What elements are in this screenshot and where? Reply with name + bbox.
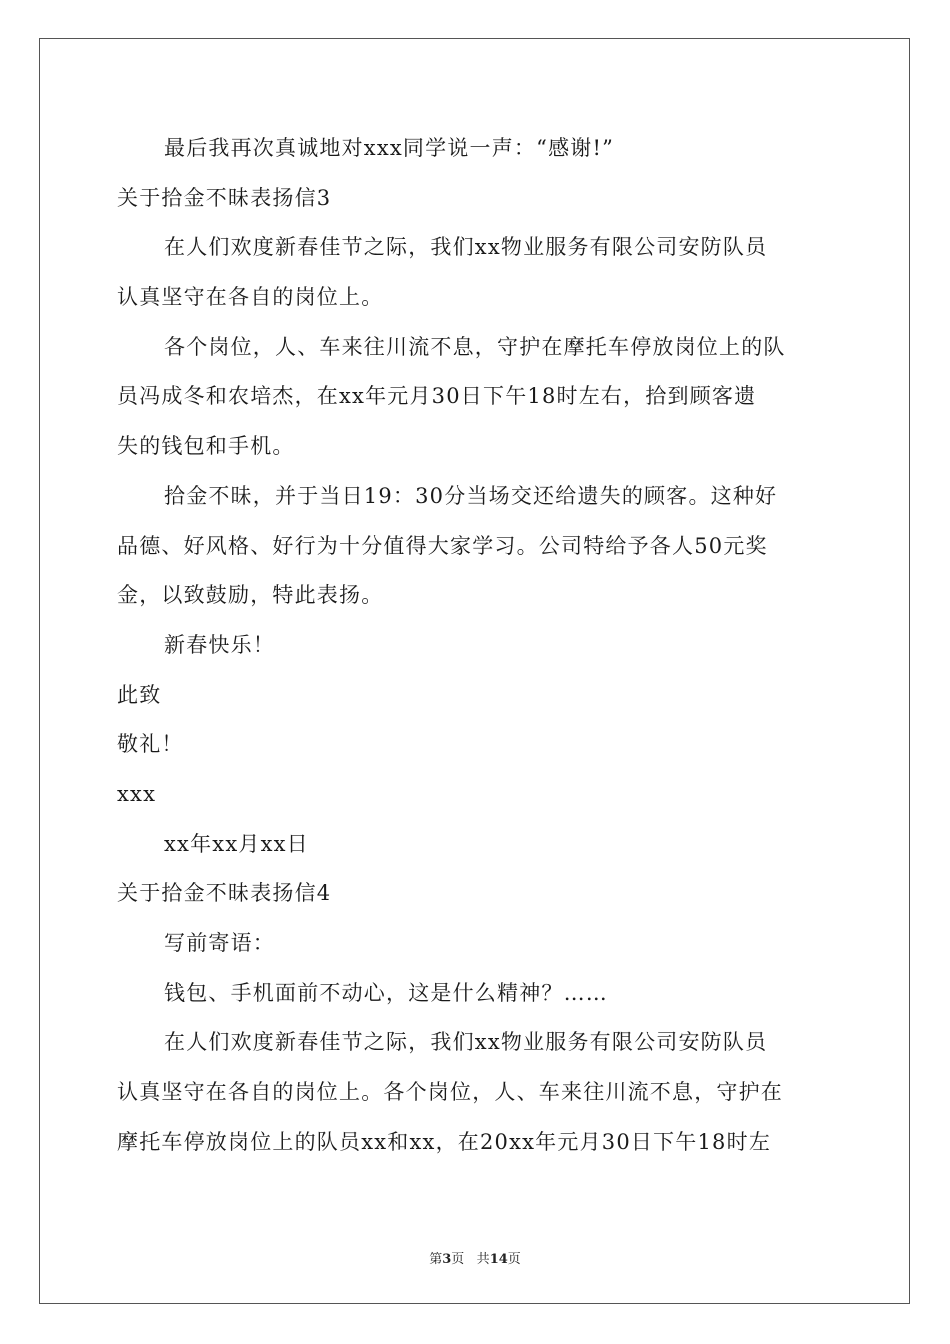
paragraph-line: 员冯成冬和农培杰，在xx年元月30日下午18时左右，拾到顾客遗 [117, 384, 757, 409]
page-number: 3 [442, 1252, 452, 1267]
total-suffix: 页 [507, 1252, 521, 1267]
section-heading-letter-3: 关于拾金不昧表扬信3 [117, 185, 332, 210]
salutation-line: 此致 [117, 682, 162, 707]
paragraph-line: 认真坚守在各自的岗位上。各个岗位，人、车来往川流不息，守护在 [117, 1080, 783, 1105]
paragraph-line: 失的钱包和手机。 [117, 434, 295, 459]
paragraph-line: 在人们欢度新春佳节之际，我们xx物业服务有限公司安防队员 [164, 235, 768, 260]
paragraph-line: 钱包、手机面前不动心，这是什么精神？…… [164, 980, 608, 1005]
page-suffix: 页 [451, 1252, 465, 1267]
signature-line: xxx [117, 781, 157, 806]
greeting-line: 新春快乐！ [164, 632, 275, 657]
paragraph-line: 各个岗位，人、车来往川流不息，守护在摩托车停放岗位上的队 [164, 334, 786, 359]
document-body [117, 124, 837, 1167]
total-pages: 14 [489, 1252, 508, 1267]
closing-thanks-line: 最后我再次真诚地对xxx同学说一声：“感谢!” [164, 136, 615, 160]
paragraph-line: 金，以致鼓励，特此表扬。 [117, 583, 384, 608]
page-prefix: 第 [429, 1252, 443, 1267]
paragraph-line: 在人们欢度新春佳节之际，我们xx物业服务有限公司安防队员 [164, 1030, 768, 1055]
section-heading-letter-4: 关于拾金不昧表扬信4 [117, 881, 332, 906]
date-line: xx年xx月xx日 [164, 831, 309, 856]
paragraph-line: 品德、好风格、好行为十分值得大家学习。公司特给予各人50元奖 [117, 533, 768, 558]
salutation-line: 敬礼！ [117, 732, 184, 757]
page-footer [0, 1248, 950, 1267]
paragraph-line: 拾金不昧，并于当日19：30分当场交还给遗失的顾客。这种好 [164, 483, 778, 508]
preface-heading: 写前寄语： [164, 931, 275, 955]
paragraph-line: 认真坚守在各自的岗位上。 [117, 285, 384, 310]
total-prefix: 共 [476, 1252, 490, 1267]
paragraph-line: 摩托车停放岗位上的队员xx和xx，在20xx年元月30日下午18时左 [117, 1129, 772, 1154]
